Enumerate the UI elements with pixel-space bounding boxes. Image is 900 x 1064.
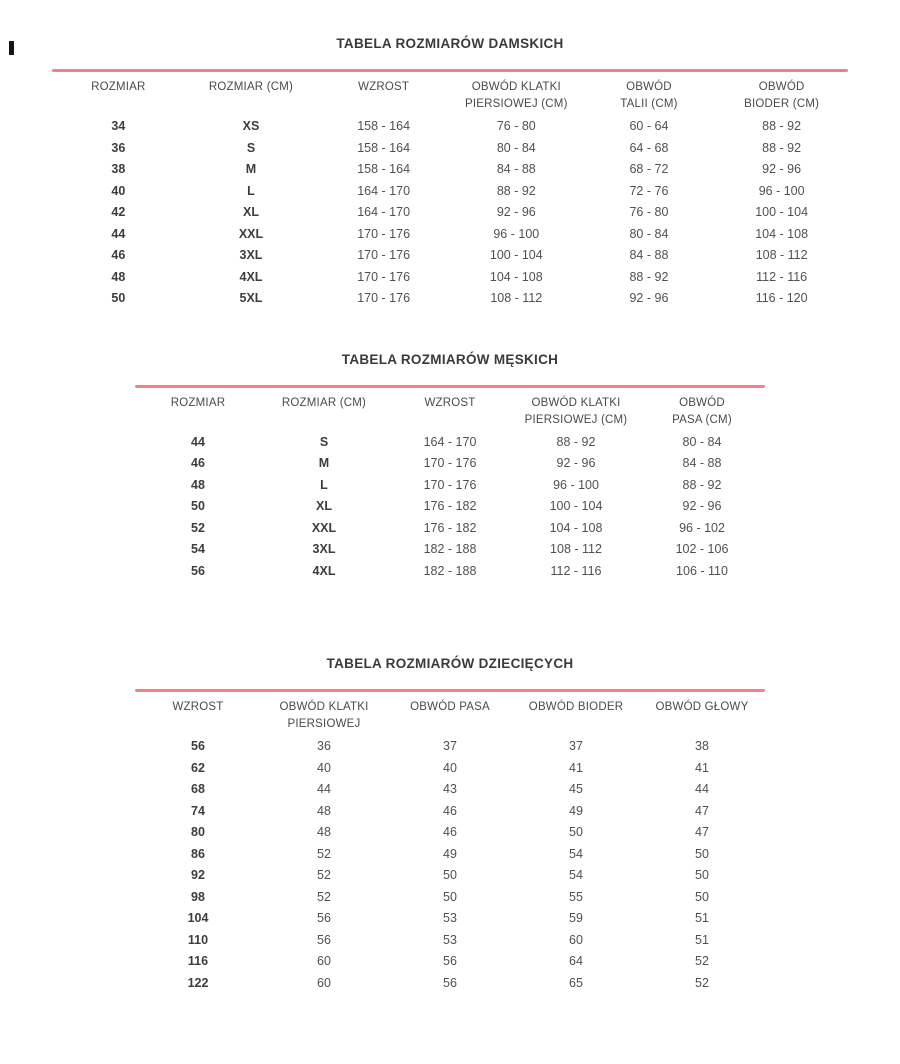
- table-cell: 100 - 104: [489, 248, 543, 262]
- column-header: OBWÓD TALII (CM): [620, 81, 678, 110]
- table-cell: 50: [443, 868, 457, 882]
- table-cell: 92 - 96: [629, 291, 669, 305]
- table-cell: 60 - 64: [629, 119, 669, 133]
- column-header: OBWÓD BIODER: [528, 701, 624, 713]
- table-cell: 3XL: [239, 248, 263, 262]
- table-cell: 40: [443, 760, 457, 775]
- table-cell: 56: [317, 911, 331, 925]
- table-cell: 88 - 92: [556, 434, 596, 449]
- table-cell: 50: [695, 889, 709, 904]
- table-cell: 108 - 112: [755, 248, 808, 262]
- table-cell: 80 - 84: [496, 140, 536, 155]
- column-header: ROZMIAR (CM): [208, 81, 294, 93]
- table-header: [52, 72, 848, 113]
- table-cell: XL: [242, 205, 259, 219]
- table-cell: 40: [317, 760, 331, 775]
- table-cell: 96 - 100: [758, 183, 805, 198]
- table-row: [52, 138, 848, 160]
- table-cell: 56: [191, 563, 205, 578]
- table-row: [52, 267, 848, 289]
- table-cell: 112 - 116: [550, 563, 602, 578]
- table-cell: 49: [569, 803, 583, 818]
- table-cell: 40: [111, 183, 126, 198]
- table-cell: 88 - 92: [762, 140, 802, 155]
- table-row: [135, 518, 765, 540]
- table-cell: 116: [187, 954, 209, 968]
- table-cell: 54: [569, 846, 583, 861]
- table-cell: 62: [191, 760, 205, 775]
- table-cell: 108 - 112: [490, 291, 543, 305]
- table-row: [135, 973, 765, 995]
- header-row: [135, 388, 765, 429]
- table-cell: 46: [191, 456, 205, 470]
- table-cell: 88 - 92: [629, 269, 669, 284]
- table-cell: 52: [317, 868, 331, 882]
- size-tables: [0, 36, 900, 994]
- table-cell: S: [319, 434, 329, 449]
- table-cell: 50: [191, 499, 205, 513]
- table-cell: 68: [191, 782, 205, 796]
- table-body: [135, 429, 765, 583]
- size-table: [135, 692, 765, 994]
- table-cell: 92: [191, 868, 205, 882]
- table-cell: 112 - 116: [756, 269, 808, 284]
- table-cell: 3XL: [312, 542, 336, 556]
- size-table-section-women: [52, 36, 848, 310]
- table-cell: 96 - 102: [679, 520, 725, 535]
- table-row: [52, 159, 848, 181]
- header-row: [135, 692, 765, 733]
- table-row: [52, 224, 848, 246]
- table-cell: 44: [695, 782, 709, 796]
- table-cell: 176 - 182: [423, 499, 477, 513]
- table-cell: 43: [443, 782, 457, 796]
- table-header: [135, 692, 765, 733]
- table-cell: 100 - 104: [549, 499, 603, 513]
- table-cell: 100 - 104: [755, 205, 809, 219]
- table-cell: M: [245, 162, 257, 176]
- table-cell: 50: [695, 846, 709, 861]
- table-cell: 54: [569, 868, 583, 882]
- table-cell: 170 - 176: [357, 248, 411, 262]
- table-cell: 42: [111, 205, 126, 219]
- table-cell: 84 - 88: [629, 248, 669, 262]
- table-cell: 51: [695, 932, 709, 947]
- table-cell: 56: [191, 739, 205, 753]
- table-cell: 41: [695, 760, 709, 775]
- table-cell: 44: [191, 434, 205, 449]
- table-cell: 55: [569, 889, 583, 904]
- table-cell: 60: [317, 954, 331, 968]
- table-row: [135, 865, 765, 887]
- table-cell: 170 - 176: [423, 456, 477, 470]
- table-row: [135, 951, 765, 973]
- table-cell: L: [320, 477, 328, 492]
- column-header: ROZMIAR: [170, 396, 226, 409]
- table-row: [135, 844, 765, 866]
- table-cell: 5XL: [239, 291, 263, 305]
- table-cell: 88 - 92: [762, 119, 802, 133]
- table-cell: 88 - 92: [496, 183, 536, 198]
- table-row: [135, 561, 765, 583]
- table-row: [135, 496, 765, 518]
- table-cell: 98: [191, 889, 205, 904]
- table-cell: 80 - 84: [682, 434, 722, 449]
- table-cell: 158 - 164: [357, 140, 411, 155]
- column-header: OBWÓD KLATKI PIERSIOWEJ (CM): [524, 396, 628, 426]
- table-cell: 52: [317, 889, 331, 904]
- column-header: OBWÓD PASA (CM): [672, 396, 732, 426]
- table-cell: 56: [317, 932, 331, 947]
- table-row: [52, 202, 848, 224]
- table-cell: 96 - 100: [493, 226, 540, 241]
- table-cell: 45: [569, 782, 583, 796]
- table-cell: 92 - 96: [762, 162, 802, 176]
- column-header: WZROST: [358, 81, 410, 93]
- table-cell: 65: [569, 975, 583, 990]
- table-cell: 52: [191, 520, 205, 535]
- table-cell: 37: [569, 739, 583, 753]
- table-row: [135, 908, 765, 930]
- table-cell: 176 - 182: [423, 520, 477, 535]
- table-cell: 164 - 170: [357, 205, 411, 219]
- column-header: OBWÓD PASA: [410, 701, 490, 713]
- table-cell: 46: [443, 803, 457, 818]
- table-cell: 80 - 84: [629, 226, 669, 241]
- table-cell: 48: [111, 269, 126, 284]
- table-cell: 54: [191, 542, 205, 556]
- table-cell: M: [318, 456, 330, 470]
- column-header: OBWÓD BIODER (CM): [744, 81, 820, 110]
- table-row: [52, 245, 848, 267]
- table-cell: 46: [443, 825, 457, 839]
- table-row: [52, 288, 848, 310]
- table-cell: 47: [695, 803, 709, 818]
- table-cell: 64 - 68: [629, 140, 669, 155]
- table-title: TABELA ROZMIARÓW MĘSKICH: [341, 351, 559, 367]
- table-cell: 53: [443, 911, 457, 925]
- table-cell: 47: [695, 825, 709, 839]
- table-cell: 84 - 88: [496, 162, 536, 176]
- table-cell: 56: [443, 975, 457, 990]
- table-cell: 76 - 80: [629, 205, 669, 219]
- table-cell: 50: [111, 291, 126, 305]
- table-cell: 170 - 176: [357, 269, 411, 284]
- table-cell: 104 - 108: [755, 226, 809, 241]
- table-cell: 72 - 76: [629, 183, 669, 198]
- table-cell: 92 - 96: [682, 499, 722, 513]
- table-cell: 158 - 164: [357, 119, 411, 133]
- table-cell: 122: [187, 975, 209, 990]
- table-cell: 36: [317, 739, 331, 753]
- size-table: [135, 388, 765, 583]
- table-cell: 50: [443, 889, 457, 904]
- table-row: [135, 539, 765, 561]
- table-cell: 68 - 72: [629, 162, 669, 176]
- table-cell: 41: [569, 760, 583, 775]
- table-cell: 104 - 108: [489, 269, 543, 284]
- table-cell: 48: [191, 477, 205, 492]
- header-row: [52, 72, 848, 113]
- table-cell: 48: [317, 803, 331, 818]
- column-header: ROZMIAR: [91, 81, 146, 93]
- table-body: [52, 113, 848, 310]
- table-cell: 164 - 170: [423, 434, 477, 449]
- table-cell: XXL: [311, 520, 337, 535]
- table-row: [135, 429, 765, 454]
- table-title: TABELA ROZMIARÓW DZIECIĘCYCH: [326, 656, 574, 671]
- table-title: TABELA ROZMIARÓW DAMSKICH: [336, 36, 564, 51]
- table-cell: XL: [316, 499, 332, 513]
- table-cell: 80: [191, 825, 205, 839]
- table-cell: 48: [317, 825, 331, 839]
- table-cell: 86: [191, 846, 205, 861]
- table-cell: L: [247, 183, 255, 198]
- table-row: [135, 887, 765, 909]
- table-cell: 64: [569, 954, 583, 968]
- table-body: [135, 733, 765, 994]
- table-cell: 116 - 120: [755, 291, 808, 305]
- corner-mark: [9, 41, 14, 55]
- table-row: [52, 113, 848, 138]
- table-cell: 38: [111, 162, 126, 176]
- table-cell: 4XL: [239, 269, 263, 284]
- table-cell: 104: [187, 911, 209, 925]
- table-cell: XXL: [238, 226, 264, 241]
- table-cell: XS: [242, 119, 260, 133]
- table-cell: 170 - 176: [357, 226, 411, 241]
- table-cell: 170 - 176: [357, 291, 411, 305]
- size-table-section-men: [135, 352, 765, 583]
- table-cell: 53: [443, 932, 457, 947]
- table-cell: 170 - 176: [423, 477, 477, 492]
- table-row: [135, 801, 765, 823]
- table-cell: 50: [569, 825, 583, 839]
- table-cell: 51: [695, 911, 709, 925]
- column-header: OBWÓD KLATKI PIERSIOWEJ: [279, 701, 369, 730]
- size-table-section-kids: [135, 656, 765, 994]
- size-table: [52, 72, 848, 310]
- table-cell: 34: [111, 119, 126, 133]
- table-cell: 52: [317, 846, 331, 861]
- table-cell: 110: [187, 932, 209, 947]
- column-header: OBWÓD GŁOWY: [655, 701, 749, 713]
- table-cell: 106 - 110: [676, 563, 728, 578]
- table-cell: 88 - 92: [682, 477, 722, 492]
- table-header: [135, 388, 765, 429]
- table-row: [52, 181, 848, 203]
- table-cell: 46: [111, 248, 126, 262]
- table-cell: 84 - 88: [682, 456, 722, 470]
- table-cell: 49: [443, 846, 457, 861]
- table-cell: 52: [695, 954, 709, 968]
- table-row: [135, 453, 765, 475]
- table-row: [135, 475, 765, 497]
- column-header: WZROST: [172, 701, 224, 713]
- table-cell: 108 - 112: [550, 542, 602, 556]
- table-cell: 182 - 188: [423, 542, 477, 556]
- table-row: [135, 733, 765, 758]
- table-cell: 102 - 106: [675, 542, 729, 556]
- table-cell: 60: [317, 975, 331, 990]
- table-cell: 52: [695, 975, 709, 990]
- table-cell: 59: [569, 911, 583, 925]
- table-cell: 164 - 170: [357, 183, 411, 198]
- table-cell: 104 - 108: [549, 520, 603, 535]
- table-cell: 38: [695, 739, 709, 753]
- table-cell: 76 - 80: [496, 119, 536, 133]
- table-cell: 36: [111, 140, 126, 155]
- table-cell: 37: [443, 739, 457, 753]
- table-cell: 182 - 188: [423, 563, 477, 578]
- table-cell: 60: [569, 932, 583, 947]
- table-cell: 56: [443, 954, 457, 968]
- table-cell: 50: [695, 868, 709, 882]
- table-cell: S: [246, 140, 256, 155]
- table-cell: 44: [111, 226, 126, 241]
- table-cell: 96 - 100: [553, 477, 599, 492]
- table-row: [135, 779, 765, 801]
- table-cell: 74: [191, 803, 205, 818]
- table-row: [135, 930, 765, 952]
- table-cell: 4XL: [312, 563, 336, 578]
- table-row: [135, 822, 765, 844]
- column-header: OBWÓD KLATKI PIERSIOWEJ (CM): [464, 81, 568, 110]
- column-header: ROZMIAR (CM): [281, 396, 367, 409]
- table-row: [135, 758, 765, 780]
- column-header: WZROST: [424, 396, 476, 409]
- table-cell: 158 - 164: [357, 162, 411, 176]
- table-cell: 44: [317, 782, 331, 796]
- table-cell: 92 - 96: [496, 205, 536, 219]
- table-cell: 92 - 96: [556, 456, 596, 470]
